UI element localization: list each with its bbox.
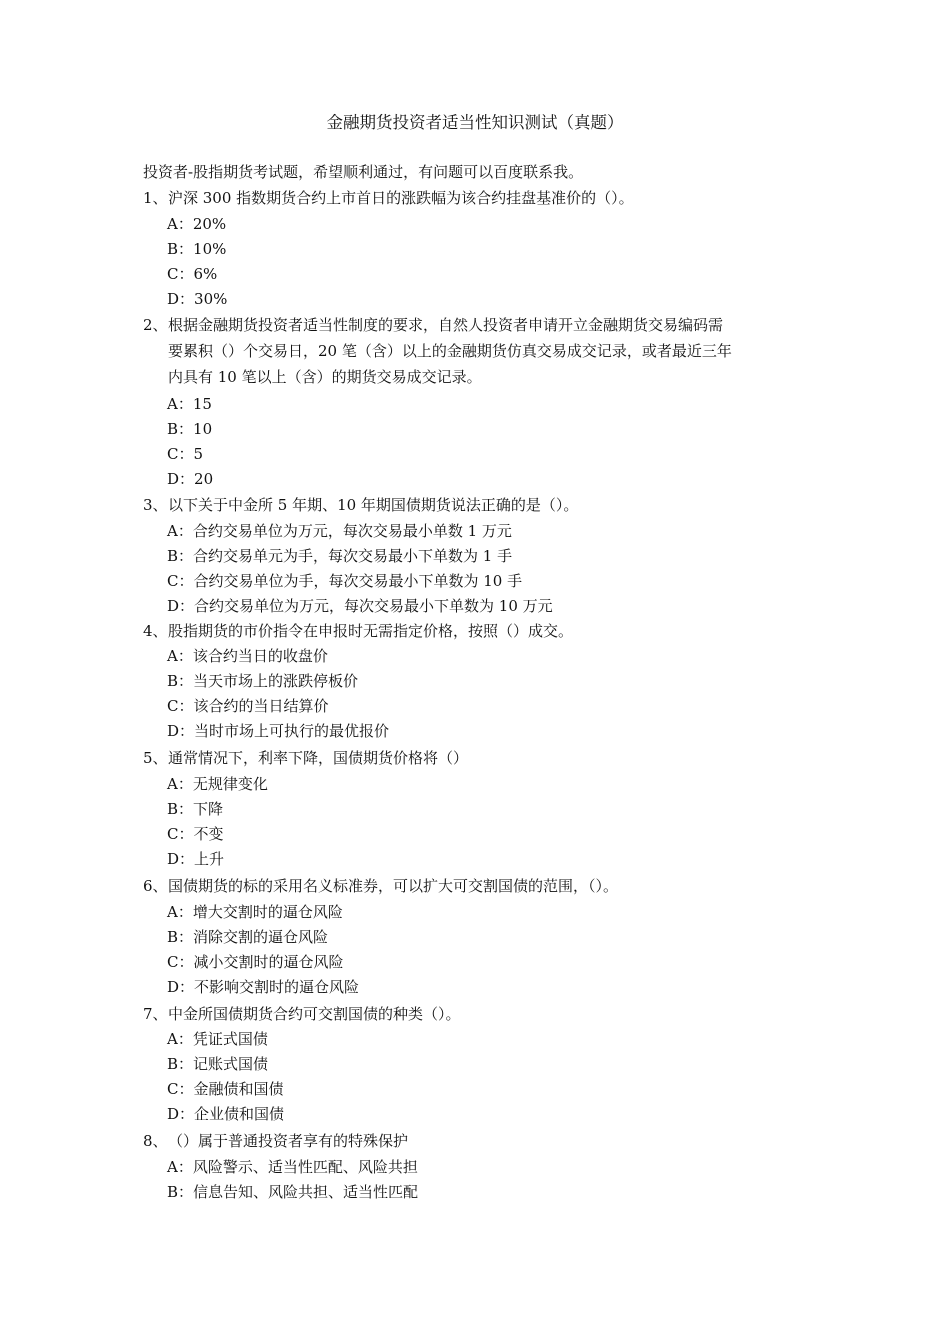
option-b: B：10	[167, 420, 213, 438]
option-a: A：无规律变化	[167, 775, 268, 793]
option-c: C：减小交割时的逼仓风险	[167, 953, 344, 971]
option-d: D：上升	[167, 850, 225, 868]
option-b: B：下降	[167, 800, 224, 818]
option-b: B：10%	[167, 240, 227, 258]
question-1	[143, 186, 813, 210]
option-b: B：当天市场上的涨跌停板价	[167, 672, 359, 690]
question-3	[143, 493, 813, 517]
option-c: C：该合约的当日结算价	[167, 697, 329, 715]
question-4	[143, 619, 813, 643]
question-7	[143, 1002, 813, 1026]
question-number: 7、	[143, 1005, 168, 1023]
question-text: 中金所国债期货合约可交割国债的种类（）。	[168, 1005, 461, 1023]
question-number: 8、	[143, 1132, 168, 1150]
question-text-line-1: 根据金融期货投资者适当性制度的要求，自然人投资者申请开立金融期货交易编码需	[168, 316, 724, 334]
question-text: 股指期货的市价指令在申报时无需指定价格，按照（）成交。	[168, 622, 574, 640]
option-a: A：合约交易单位为万元，每次交易最小单数 1 万元	[167, 522, 512, 540]
question-number: 2、	[143, 316, 168, 334]
option-d: D：企业债和国债	[167, 1105, 285, 1123]
option-c: C：5	[167, 445, 204, 463]
option-c: C：6%	[167, 265, 218, 283]
intro-text: 投资者-股指期货考试题，希望顺利通过，有问题可以百度联系我。	[143, 163, 584, 181]
option-b: B：信息告知、风险共担、适当性匹配	[167, 1183, 419, 1201]
question-number: 1、	[143, 189, 168, 207]
question-number: 5、	[143, 749, 168, 767]
question-text: 以下关于中金所 5 年期、10 年期国债期货说法正确的是（）。	[168, 496, 579, 514]
question-5	[143, 746, 813, 770]
option-c: C：不变	[167, 825, 224, 843]
option-a: A：风险警示、适当性匹配、风险共担	[167, 1158, 418, 1176]
question-text: 国债期货的标的采用名义标准券，可以扩大可交割国债的范围，（）。	[168, 877, 619, 895]
question-text-line-3: 内具有 10 笔以上（含）的期货交易成交记录。	[168, 368, 482, 386]
option-d: D：合约交易单位为万元，每次交易最小下单数为 10 万元	[167, 597, 553, 615]
question-6	[143, 874, 813, 898]
question-2-cont	[143, 365, 813, 389]
option-d: D：20	[167, 470, 214, 488]
question-2-cont	[143, 339, 813, 363]
option-a: A：20%	[167, 215, 227, 233]
option-b: B：消除交割的逼仓风险	[167, 928, 329, 946]
option-c: C：金融债和国债	[167, 1080, 284, 1098]
option-c: C：合约交易单位为手，每次交易最小下单数为 10 手	[167, 572, 523, 590]
question-number: 3、	[143, 496, 168, 514]
question-text: 沪深 300 指数期货合约上市首日的涨跌幅为该合约挂盘基准价的（）。	[168, 189, 634, 207]
question-text-line-2: 要累积（）个交易日，20 笔（含）以上的金融期货仿真交易成交记录，或者最近三年	[168, 342, 732, 360]
question-number: 6、	[143, 877, 168, 895]
option-d: D：30%	[167, 290, 228, 308]
option-a: A：凭证式国债	[167, 1030, 268, 1048]
question-number: 4、	[143, 622, 168, 640]
option-a: A：15	[167, 395, 212, 413]
question-text: 通常情况下，利率下降，国债期货价格将（）	[168, 749, 469, 767]
question-2	[143, 313, 813, 337]
document-title: 金融期货投资者适当性知识测试（真题）	[326, 113, 624, 132]
option-d: D：不影响交割时的逼仓风险	[167, 978, 360, 996]
option-a: A：增大交割时的逼仓风险	[167, 903, 343, 921]
option-a: A：该合约当日的收盘价	[167, 647, 328, 665]
option-d: D：当时市场上可执行的最优报价	[167, 722, 390, 740]
option-b: B：记账式国债	[167, 1055, 269, 1073]
question-8	[143, 1129, 813, 1153]
question-text: （）属于普通投资者享有的特殊保护	[168, 1132, 409, 1150]
option-b: B：合约交易单元为手，每次交易最小下单数为 1 手	[167, 547, 513, 565]
